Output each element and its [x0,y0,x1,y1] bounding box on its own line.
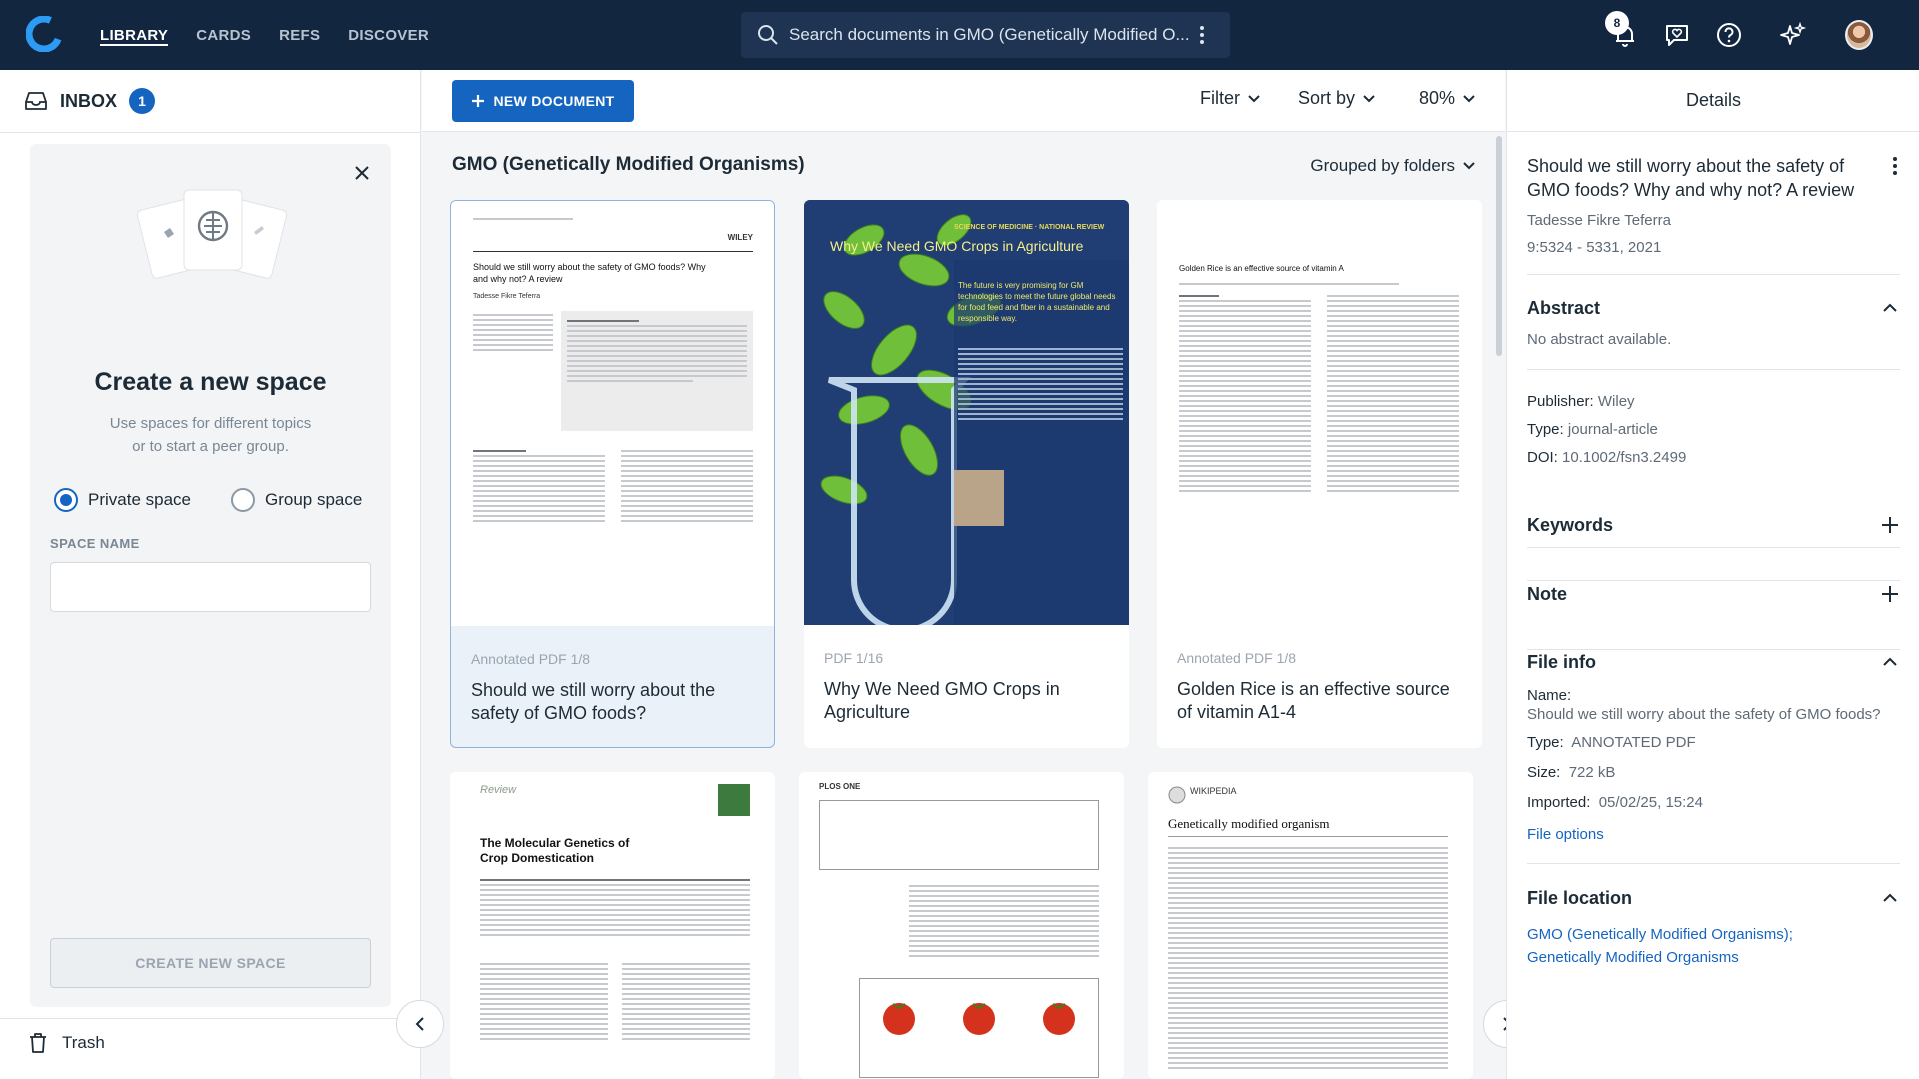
grouping-dropdown[interactable] [1310,156,1475,176]
details-reference: 9:5324 - 5331, 2021 [1527,239,1662,256]
chevron-down-icon [1463,95,1475,103]
help-button[interactable] [1715,21,1743,49]
inbox-label: INBOX [60,90,118,111]
file-imported-label: Imported: [1527,794,1591,811]
file-info-heading[interactable]: File info [1527,652,1596,672]
details-panel [1506,70,1919,1079]
close-icon[interactable] [353,164,371,182]
file-type-row [1527,729,1900,757]
type-label: Type: [1527,421,1564,438]
document-title: Why We Need GMO Crops in Agriculture [824,679,1060,722]
abstract-section [1527,298,1900,348]
type-value: journal-article [1567,421,1658,438]
notification-count-badge: 8 [1605,11,1629,35]
group-space-label: Group space [265,490,363,509]
document-title: Golden Rice is an effective source of vitamin A1-4 [1177,679,1450,722]
inbox-icon [24,90,48,112]
doi-value: 10.1002/fsn3.2499 [1562,449,1687,466]
chevron-left-icon [415,1017,425,1031]
radio-selected-icon[interactable] [54,488,78,512]
document-thumbnail [799,772,1124,1079]
magazine-title: Why We Need GMO Crops in Agriculture [830,238,1084,254]
space-name-label: SPACE NAME [50,536,140,551]
wikipedia-globe-icon [1168,786,1186,804]
grouping-label: Grouped by folders [1310,156,1455,175]
sort-dropdown[interactable] [1298,88,1375,109]
document-thumbnail [1157,200,1482,625]
doi-label: DOI: [1527,449,1558,466]
inbox-count-badge: 1 [129,88,155,114]
type-row [1527,416,1900,444]
paper-label: PLOS ONE [819,782,861,791]
publisher-row [1527,388,1900,416]
chevron-up-icon[interactable] [1880,652,1900,672]
create-space-panel [30,144,391,1007]
file-info-section [1527,652,1900,846]
chat-heart-icon [1664,22,1690,48]
nav-library[interactable]: LIBRARY [100,0,168,70]
document-card[interactable] [1157,200,1482,748]
document-meta: PDF 1/16 [824,650,884,666]
new-document-button[interactable] [452,80,634,122]
notifications-button[interactable] [1611,16,1639,49]
create-space-button[interactable]: CREATE NEW SPACE [50,938,371,988]
top-bar [0,0,1919,70]
radio-unselected-icon[interactable] [231,488,255,512]
keywords-heading[interactable]: Keywords [1527,515,1614,535]
file-name-label: Name: [1527,687,1572,704]
nav-refs[interactable]: REFS [279,26,321,44]
paper-heading: The Molecular Genetics of Crop Domestication [480,836,630,865]
zoom-label: 80% [1419,88,1456,108]
divider [1527,274,1900,275]
plus-icon[interactable] [1880,584,1900,604]
paper-heading: Golden Rice is an effective source of vitamin A [1179,264,1344,273]
spaces-illustration-icon [134,182,290,292]
chevron-down-icon [1463,162,1475,170]
doi-row [1527,444,1900,472]
trash-label: Trash [62,1033,105,1052]
details-header: Details [1507,70,1919,132]
divider [0,132,421,133]
journal-name: WILEY [727,233,753,242]
file-location-link[interactable]: GMO (Genetically Modified Organisms); [1527,926,1793,943]
document-thumbnail [1148,772,1473,1079]
plus-icon[interactable] [1880,515,1900,535]
avatar [1845,20,1873,50]
divider [1527,580,1900,581]
details-author: Tadesse Fikre Teferra [1527,212,1671,229]
paper-heading: Should we still worry about the safety of GMO foods? Why and why not? A review [473,262,706,284]
note-section [1527,584,1900,605]
file-location-heading[interactable]: File location [1527,888,1633,908]
private-space-radio[interactable] [54,488,191,512]
divider [0,1018,421,1019]
trash-icon [28,1032,48,1054]
document-thumbnail [804,200,1129,625]
document-thumbnail [450,772,775,1079]
file-size-label: Size: [1527,764,1561,781]
abstract-text: No abstract available. [1527,331,1672,348]
chevron-down-icon [1248,95,1260,103]
plus-icon [471,94,485,108]
file-size-value: 722 kB [1568,764,1616,781]
help-icon [1715,21,1743,49]
chevron-up-icon[interactable] [1880,298,1900,318]
space-name-input[interactable] [50,562,371,612]
paper-heading: Genetically modified organism [1168,816,1330,831]
divider [1527,547,1900,548]
search-options-icon[interactable] [1200,26,1204,44]
metadata-section [1527,388,1900,472]
magazine-header: SCIENCE OF MEDICINE · NATIONAL REVIEW [954,224,1105,231]
file-name-value: Should we still worry about the safety of GMO foods? [1527,706,1881,723]
filter-label: Filter [1200,88,1240,108]
private-space-label: Private space [88,490,191,509]
file-type-label: Type: [1527,734,1564,751]
document-title: Should we still worry about the safety of GMO foods? [471,680,716,723]
top-icons [1611,0,1873,70]
subtitle-line: Use spaces for different topics [109,415,312,432]
magazine-quote: The future is very promising for GM technologies to meet the future global needs for food feed and fiber in a sustainable and responsible way. [958,281,1116,323]
note-heading[interactable]: Note [1527,584,1567,604]
document-card[interactable] [1148,772,1473,1079]
search-input[interactable] [789,25,1194,45]
app-logo-icon[interactable] [26,16,62,52]
search-bar[interactable] [741,12,1230,58]
publisher-value: Wiley [1597,393,1635,410]
divider [1527,649,1900,650]
paper-label: Review [480,784,517,796]
document-meta: Annotated PDF 1/8 [471,651,591,667]
document-card[interactable] [450,200,775,748]
scrollbar[interactable] [1496,136,1502,356]
file-size-row [1527,759,1900,787]
paper-label: WIKIPEDIA [1190,786,1237,796]
space-type-selector [54,488,362,512]
group-space-radio[interactable] [231,488,362,512]
paper-author: Tadesse Fikre Teferra [473,293,541,300]
details-document-title: Should we still worry about the safety of GMO foods? Why and why not? A review [1527,156,1855,200]
subtitle-line: or to start a peer group. [132,438,289,455]
document-card[interactable] [799,772,1124,1079]
document-card[interactable] [804,200,1129,748]
file-location-section [1527,888,1900,969]
create-space-subtitle [30,412,391,458]
trash-link[interactable] [28,1032,105,1054]
zoom-dropdown[interactable] [1419,88,1475,109]
ai-assistant-button[interactable] [1779,21,1807,49]
document-area [422,70,1505,1079]
folder-title: GMO (Genetically Modified Organisms) [452,154,805,175]
main-nav [100,0,429,70]
inbox-link[interactable] [24,88,155,114]
file-imported-row [1527,789,1900,817]
sparkle-icon [1779,21,1807,49]
file-imported-value: 05/02/25, 15:24 [1598,794,1703,811]
keywords-section [1527,515,1900,536]
filter-dropdown[interactable] [1200,88,1260,109]
search-icon [757,24,779,46]
file-options-link[interactable]: File options [1527,826,1604,843]
create-space-title: Create a new space [94,368,327,396]
chevron-up-icon[interactable] [1880,888,1900,908]
feedback-button[interactable] [1663,21,1691,49]
tomato-images [859,994,1099,1044]
document-toolbar [422,70,1505,132]
abstract-heading[interactable]: Abstract [1527,298,1601,318]
divider [1527,369,1900,370]
user-avatar-button[interactable] [1845,21,1873,49]
publisher-label: Publisher: [1527,393,1594,410]
chevron-down-icon [1363,95,1375,103]
divider [1527,863,1900,864]
nav-discover[interactable]: DISCOVER [348,26,430,44]
document-meta: Annotated PDF 1/8 [1177,650,1297,666]
left-panel [0,70,421,1079]
new-document-label: NEW DOCUMENT [493,93,615,109]
nav-cards[interactable]: CARDS [196,26,252,44]
document-summary [1527,154,1900,256]
document-card[interactable] [450,772,775,1079]
file-location-link[interactable]: Genetically Modified Organisms [1527,949,1739,966]
document-thumbnail [451,201,774,626]
collapse-left-panel-button[interactable] [396,1000,444,1048]
more-options-icon[interactable] [1892,156,1898,176]
sort-label: Sort by [1298,88,1356,108]
file-type-value: ANNOTATED PDF [1571,734,1696,751]
